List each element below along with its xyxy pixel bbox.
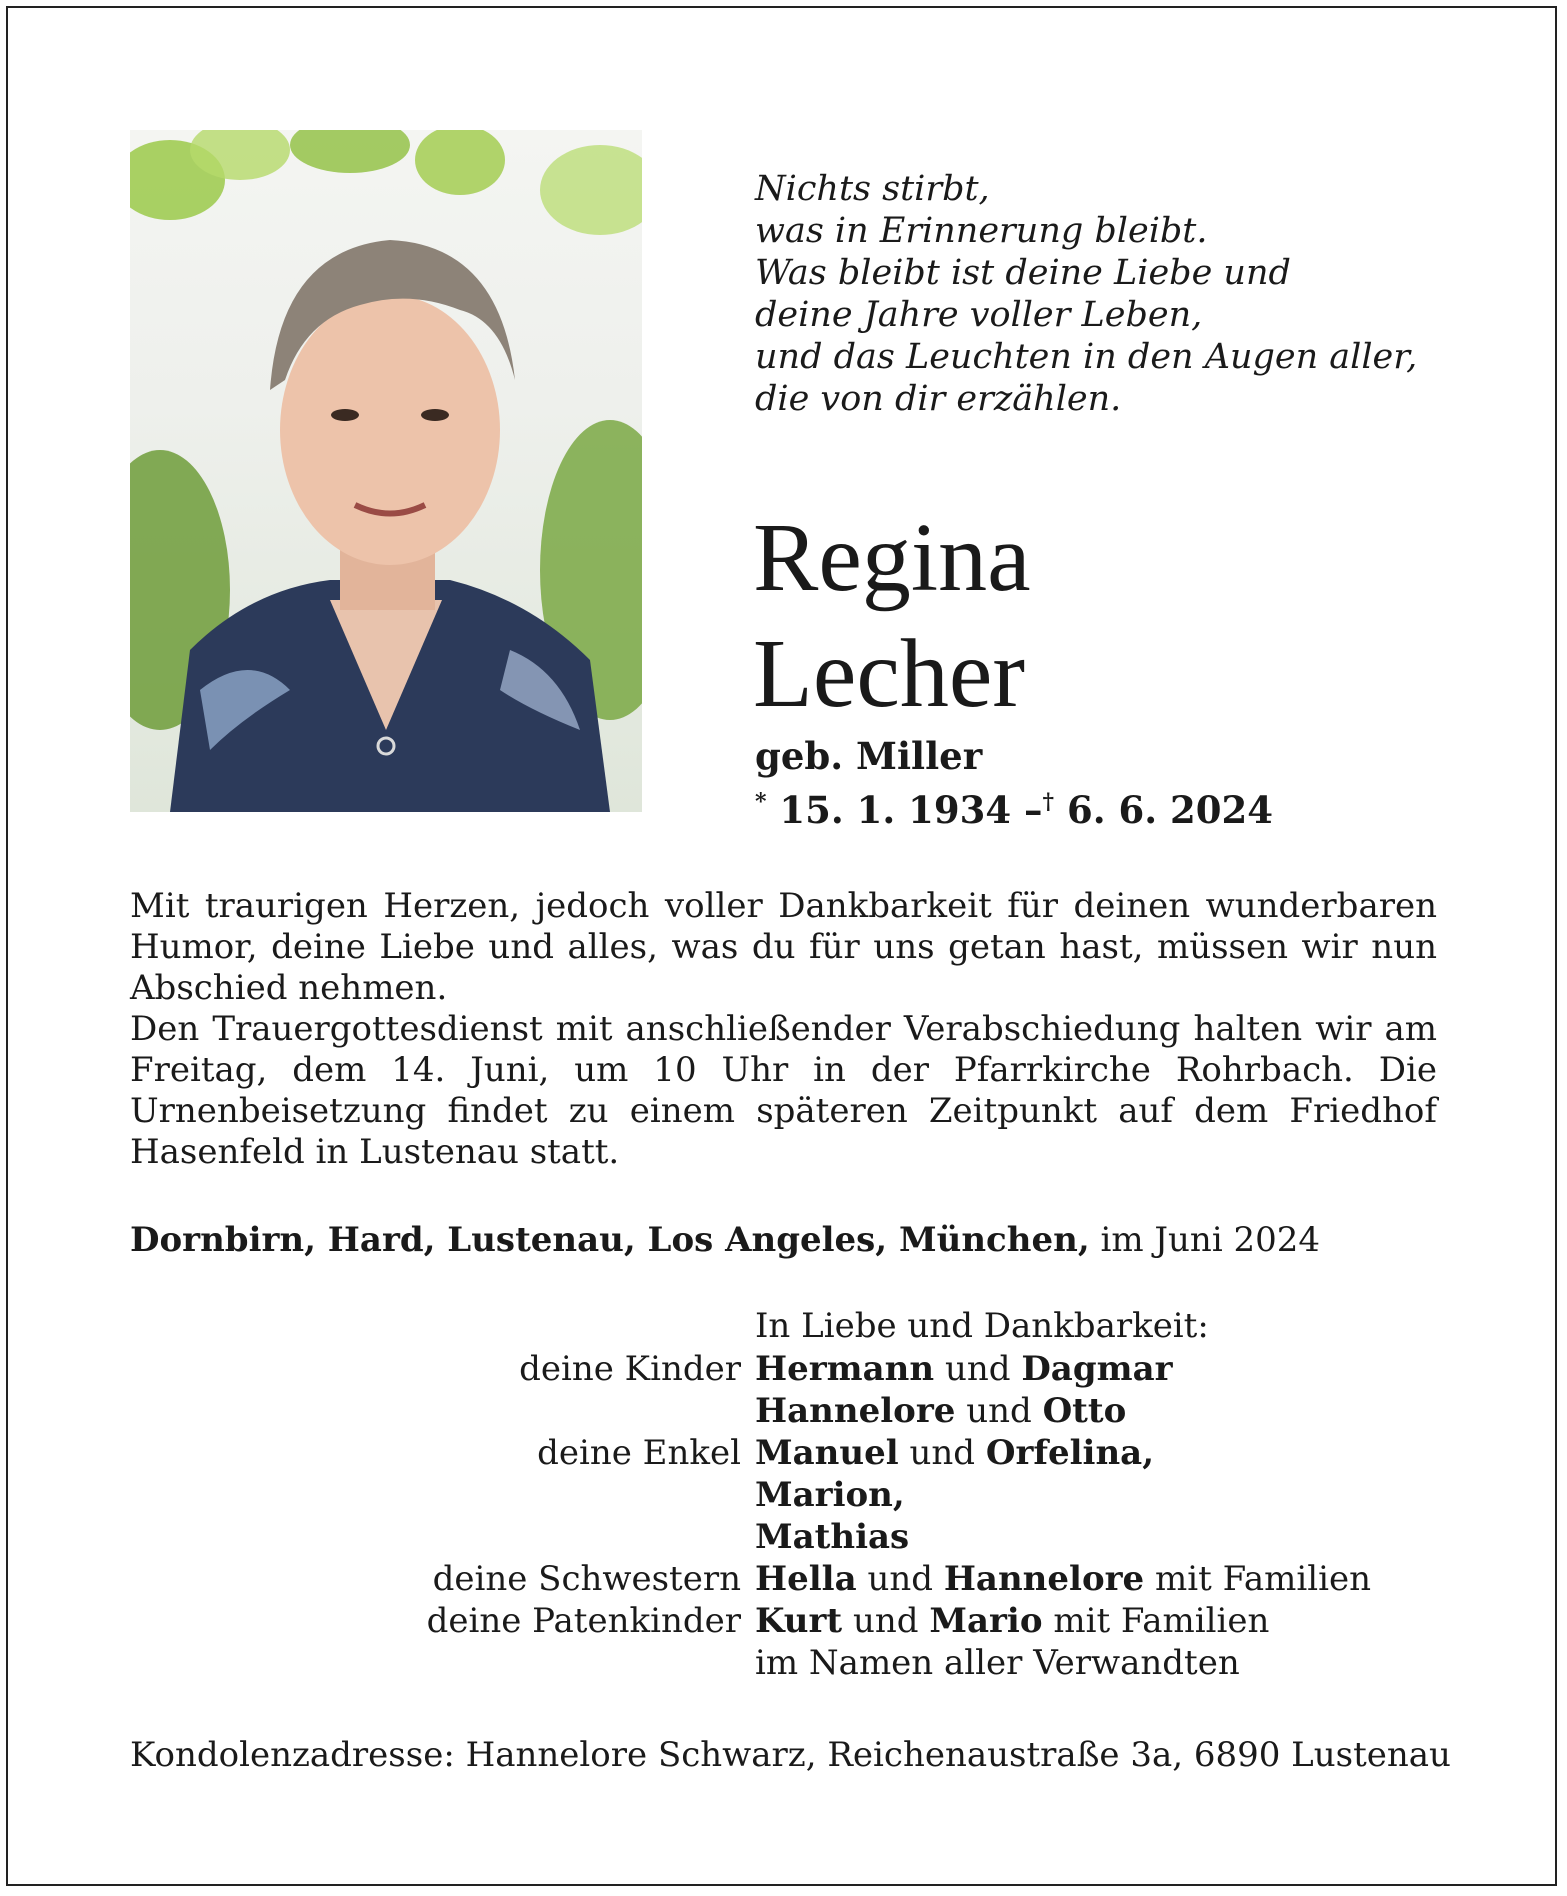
life-dates (755, 780, 1273, 832)
condolence-address: Kondolenzadresse: Hannelore Schwarz, Reichenaustraße 3a, 6890 Lustenau (130, 1735, 1451, 1775)
birth-date: 15. 1. 1934 (779, 788, 1012, 832)
death-symbol: † (1042, 789, 1055, 815)
first-name: Regina (753, 504, 1031, 612)
birth-symbol: * (755, 789, 767, 815)
names-patenkinder: Kurt und Mario mit Familien (755, 1601, 1270, 1641)
places-date: im Juni 2024 (1100, 1220, 1321, 1260)
poem-line: die von dir erzählen. (755, 379, 1122, 419)
names-verwandte: im Namen aller Verwandten (755, 1643, 1240, 1683)
portrait-photo (130, 130, 642, 812)
role-patenkinder: deine Patenkinder (426, 1601, 741, 1641)
names-kinder-2: Hannelore und Otto (755, 1391, 1127, 1431)
portrait-illustration (130, 130, 642, 812)
role-enkel: deine Enkel (537, 1433, 741, 1473)
names-enkel-1: Manuel und Orfelina, (755, 1433, 1155, 1473)
birth-name: geb. Miller (755, 734, 983, 778)
service-paragraph: Den Trauergottesdienst mit anschließender Verabschiedung halten wir am Freitag, dem 14. Juni, um 10 Uhr in der Pfarrkirche Rohrbach. Die Urnenbeisetzung findet zu einem späteren Zeitpunkt auf dem Friedhof Hasenfeld in Lustenau statt. (130, 1009, 1437, 1172)
death-date: 6. 6. 2024 (1066, 788, 1273, 832)
poem-line: Nichts stirbt, (755, 169, 990, 209)
names-enkel-3: Mathias (755, 1517, 910, 1557)
date-separator: – (1024, 788, 1043, 832)
role-schwestern: deine Schwestern (432, 1559, 741, 1599)
deceased-name (753, 500, 1031, 732)
signature-intro: In Liebe und Dankbarkeit: (755, 1306, 1209, 1346)
poem-line: deine Jahre voller Leben, (755, 295, 1203, 335)
memorial-poem (755, 168, 1417, 420)
places-line (130, 1220, 1320, 1261)
places-towns: Dornbirn, Hard, Lustenau, Los Angeles, München, (130, 1220, 1090, 1260)
poem-line: Was bleibt ist deine Liebe und (755, 253, 1291, 293)
role-kinder: deine Kinder (519, 1349, 741, 1389)
names-schwestern: Hella und Hannelore mit Familien (755, 1559, 1372, 1599)
last-name: Lecher (753, 620, 1025, 728)
names-enkel-2: Marion, (755, 1475, 905, 1515)
poem-line: und das Leuchten in den Augen aller, (755, 337, 1418, 377)
poem-line: was in Erinnerung bleibt. (755, 211, 1208, 251)
farewell-paragraph: Mit traurigen Herzen, jedoch voller Dankbarkeit für deinen wunderbaren Humor, deine Liebe und alles, was du für uns getan hast, müssen wir nun Abschied nehmen. (130, 886, 1437, 1008)
obituary-text (130, 886, 1437, 1173)
names-kinder-1: Hermann und Dagmar (755, 1349, 1173, 1389)
